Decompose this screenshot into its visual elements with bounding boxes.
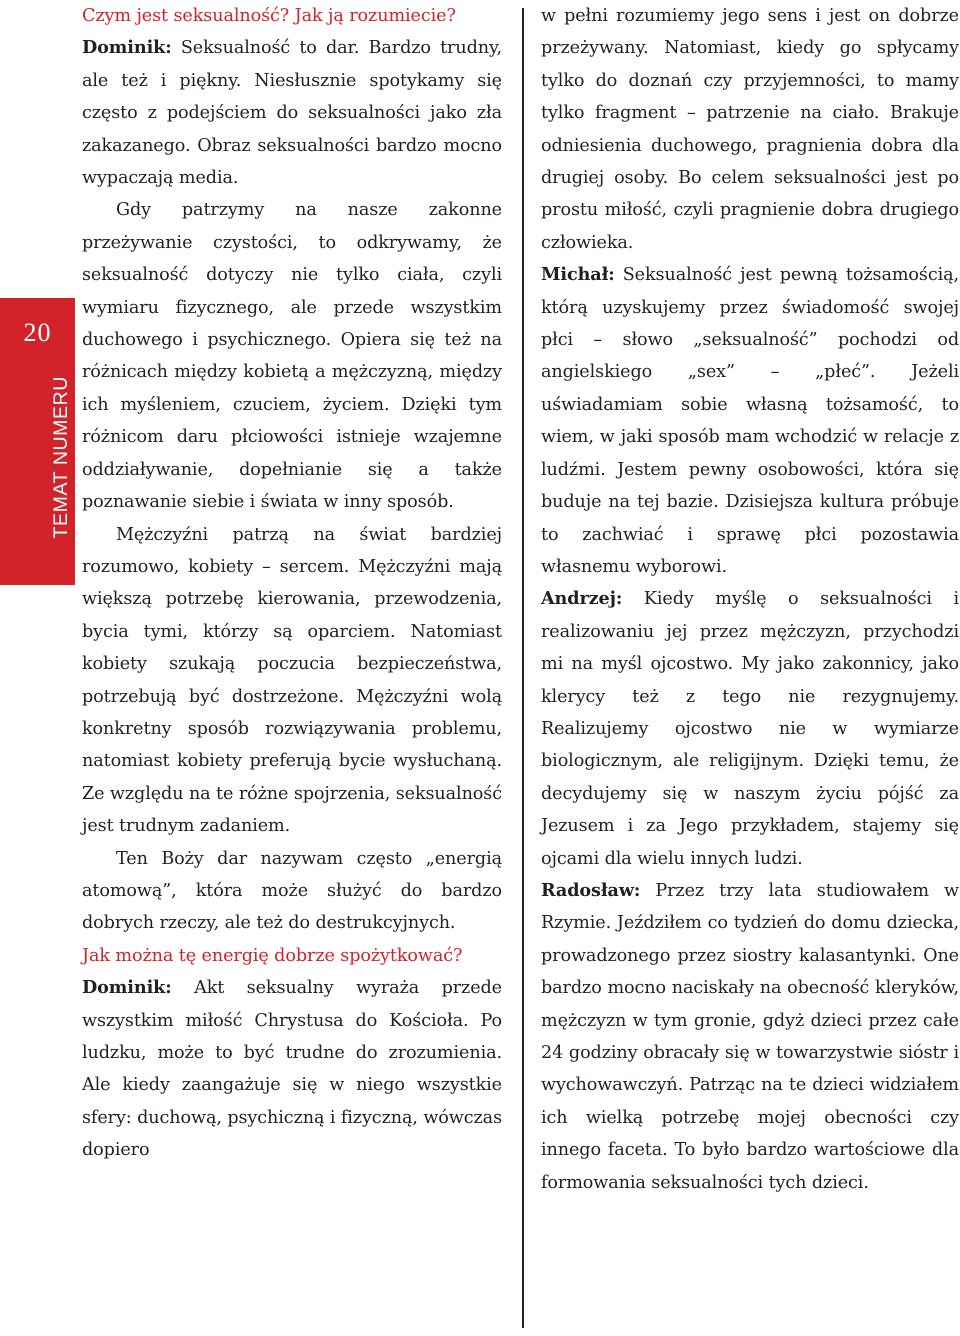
answer-text: Kiedy myślę o seksualności i realizowaniu jej przez mężczyzn, przychodzi mi na myśl ojcostwo. My jako zakonnicy, jako klerycy też z tego nie rezygnujemy. Realizujemy ojcostwo nie w wymiarze biologicznym, ale religijnym. Dzięki temu, że decydujemy się w naszym życiu pójść za Jezusem i za Jego przykładem, stajemy się ojcami dla wielu innych ludzi.: [541, 589, 959, 869]
answer-paragraph: [82, 32, 502, 194]
column-divider: [522, 8, 524, 1328]
answer-paragraph: [82, 972, 502, 1166]
speaker-name: Michał:: [541, 264, 615, 286]
right-column: [541, 0, 959, 1199]
answer-text: Akt seksualny wyraża przede wszystkim miłość Chrystusa do Kościoła. Po ludzku, może to być trudne do zrozumienia. Ale kiedy zaangażuje się w niego wszystkie sfery: duchową, psychiczną i fizyczną, wówczas dopiero: [82, 978, 502, 1161]
section-sidebar: [0, 298, 75, 585]
section-label: TEMAT NUMERU: [50, 376, 72, 539]
answer-paragraph: [541, 875, 959, 1199]
speaker-name: Dominik:: [82, 37, 172, 59]
answer-text: Przez trzy lata studiowałem w Rzymie. Jeździłem co tydzień do domu dziecka, prowadzonego przez siostry kalasantynki. One bardzo mocno naciskały na obecność kleryków, mężczyzn w tym gronie, gdyż dzieci przez całe 24 godziny obracały się w towarzystwie sióstr i wychowawczyń. Patrząc na te dzieci widziałem ich wielką potrzebę mojej obecności czy innego faceta. To było bardzo wartościowe dla formowania seksualności tych dzieci.: [541, 880, 959, 1193]
answer-text: Seksualność to dar. Bardzo trudny, ale też i piękny. Niesłusznie spotykamy się często z podejściem do seksualności jako zła zakazanego. Obraz seksualności bardzo mocno wypaczają media.: [82, 38, 502, 189]
body-paragraph: Gdy patrzymy na nasze zakonne przeżywanie czystości, to odkrywamy, że seksualność dotyczy nie tylko ciała, czyli wymiaru fizycznego, ale przede wszystkim duchowego i psychicznego. Opiera się też na różnicach między kobietą a mężczyzną, między ich myśleniem, czuciem, życiem. Dzięki tym różnicom daru płciowości istnieje wzajemne oddziaływanie, dopełnianie się a także poznawanie siebie i świata w inny sposób.: [82, 200, 502, 513]
speaker-name: Radosław:: [541, 879, 641, 901]
speaker-name: Dominik:: [82, 977, 172, 999]
body-paragraph: Ten Boży dar nazywam często „energią atomową”, która może służyć do bardzo dobrych rzeczy, ale też do destrukcyjnych.: [82, 848, 502, 934]
answer-paragraph: [541, 259, 959, 583]
question-heading: Jak można tę energię dobrze spożytkować?: [82, 945, 463, 966]
speaker-name: Andrzej:: [541, 588, 623, 610]
body-paragraph: w pełni rozumiemy jego sens i jest on dobrze przeżywany. Natomiast, kiedy go spłycamy tylko do doznań czy przyjemności, to mamy tylko fragment – patrzenie na ciało. Brakuje odniesienia duchowego, pragnienia dobra dla drugiej osoby. Bo celem seksualności jest po prostu miłość, czyli pragnienie dobra drugiego człowieka.: [541, 6, 959, 253]
left-column: [82, 0, 502, 1167]
page-number: 20: [23, 318, 52, 347]
question-heading: Czym jest seksualność? Jak ją rozumiecie?: [82, 6, 456, 26]
answer-text: Seksualność jest pewną tożsamością, którą uzyskujemy przez świadomość swojej płci – słowo „seksualność” pochodzi od angielskiego „sex” – „płeć”. Jeżeli uświadamiam sobie własną tożsamość, to wiem, w jaki sposób mam wchodzić w relacje z ludźmi. Jestem pewny osobowości, która się buduje na tej bazie. Dzisiejsza kultura próbuje to zachwiać i sprawę płci pozostawia własnemu wyborowi.: [541, 265, 959, 577]
answer-paragraph: [541, 583, 959, 875]
body-paragraph: Mężczyźni patrzą na świat bardziej rozumowo, kobiety – sercem. Mężczyźni mają większą potrzebę kierowania, przewodzenia, bycia tymi, którzy są oparciem. Natomiast kobiety szukają poczucia bezpieczeństwa, potrzebują być dostrzeżone. Mężczyźni wolą konkretny sposób rozwiązywania problemu, natomiast kobiety preferują bycie wysłuchaną. Ze względu na te różne spojrzenia, seksualność jest trudnym zadaniem.: [82, 524, 502, 837]
